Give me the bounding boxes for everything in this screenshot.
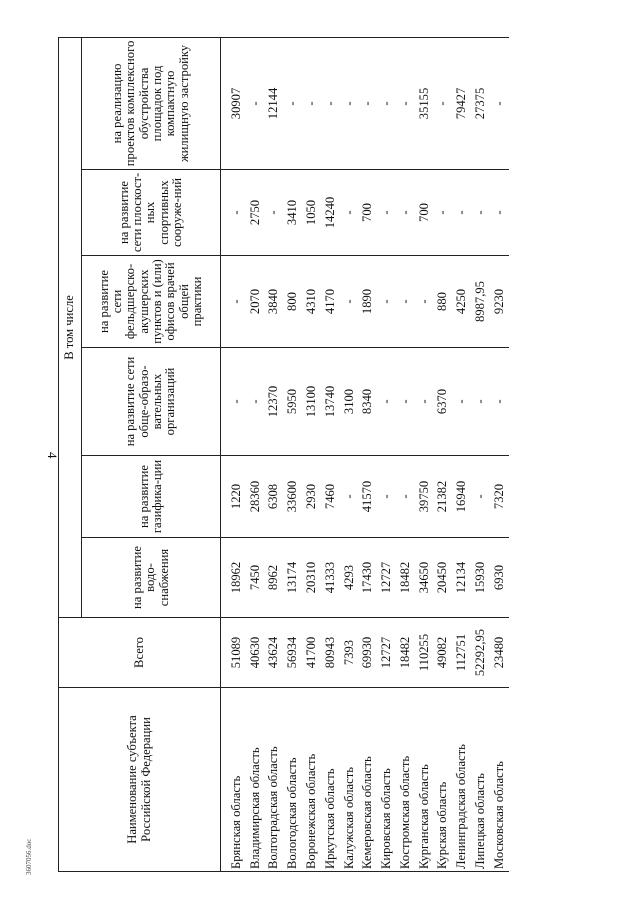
region-name-cell: Курская область xyxy=(434,688,453,872)
value-cell: - xyxy=(283,37,302,169)
value-cell: 6308 xyxy=(265,456,284,538)
value-cell: 8987,95 xyxy=(471,256,490,348)
rotated-table-container xyxy=(58,38,618,872)
value-cell: - xyxy=(221,348,246,456)
region-name-cell: Липецкая область xyxy=(471,688,490,872)
value-cell: 4293 xyxy=(340,538,359,618)
value-cell: - xyxy=(377,37,396,169)
value-cell: 2750 xyxy=(246,170,265,256)
subsidy-table xyxy=(58,37,509,872)
value-cell: 8340 xyxy=(359,348,378,456)
value-cell: 28360 xyxy=(246,456,265,538)
value-cell: - xyxy=(453,170,472,256)
value-cell: 880 xyxy=(434,256,453,348)
value-cell: 49082 xyxy=(434,618,453,688)
value-cell: - xyxy=(453,348,472,456)
value-cell: 18482 xyxy=(396,538,415,618)
value-cell: - xyxy=(396,348,415,456)
table-row xyxy=(221,37,246,871)
value-cell: 14240 xyxy=(321,170,340,256)
value-cell: 5950 xyxy=(283,348,302,456)
value-cell: 7393 xyxy=(340,618,359,688)
table-row xyxy=(453,37,472,871)
table-row xyxy=(302,37,321,871)
header-sports-facilities: на развитие сети плоскост-ных спортивных сооруже-ний xyxy=(82,170,221,256)
value-cell: 41700 xyxy=(302,618,321,688)
value-cell: 1890 xyxy=(359,256,378,348)
value-cell: - xyxy=(246,348,265,456)
value-cell: 7320 xyxy=(490,456,509,538)
value-cell: 6930 xyxy=(490,538,509,618)
region-name-cell: Вологодская область xyxy=(283,688,302,872)
value-cell: 69930 xyxy=(359,618,378,688)
value-cell: 13174 xyxy=(283,538,302,618)
value-cell: 39750 xyxy=(415,456,434,538)
value-cell: - xyxy=(434,37,453,169)
table-row xyxy=(283,37,302,871)
table-row xyxy=(490,37,509,871)
value-cell: - xyxy=(340,37,359,169)
table-row xyxy=(434,37,453,871)
region-name-cell: Московская область xyxy=(490,688,509,872)
value-cell: 21382 xyxy=(434,456,453,538)
region-name-cell: Ленинградская область xyxy=(453,688,472,872)
value-cell: 800 xyxy=(283,256,302,348)
value-cell: - xyxy=(340,170,359,256)
value-cell: 35155 xyxy=(415,37,434,169)
value-cell: - xyxy=(490,348,509,456)
value-cell: - xyxy=(490,170,509,256)
footer-doc-code: 3607056.doc xyxy=(25,838,33,875)
value-cell: 34650 xyxy=(415,538,434,618)
value-cell: 4310 xyxy=(302,256,321,348)
value-cell: 7450 xyxy=(246,538,265,618)
value-cell: 52292,95 xyxy=(471,618,490,688)
table-row xyxy=(359,37,378,871)
value-cell: 2930 xyxy=(302,456,321,538)
value-cell: 41333 xyxy=(321,538,340,618)
region-name-cell: Брянская область xyxy=(221,688,246,872)
value-cell: 40630 xyxy=(246,618,265,688)
header-housing-projects: на реализацию проектов комплексного обустройства площадок под компактную жилищную застройку xyxy=(82,37,221,169)
value-cell: 16940 xyxy=(453,456,472,538)
table-row xyxy=(321,37,340,871)
value-cell: 20450 xyxy=(434,538,453,618)
region-name-cell: Кемеровская область xyxy=(359,688,378,872)
value-cell: - xyxy=(396,37,415,169)
value-cell: 23480 xyxy=(490,618,509,688)
value-cell: - xyxy=(396,456,415,538)
value-cell: 17430 xyxy=(359,538,378,618)
value-cell: 1220 xyxy=(221,456,246,538)
value-cell: - xyxy=(396,170,415,256)
value-cell: 18962 xyxy=(221,538,246,618)
value-cell: 700 xyxy=(359,170,378,256)
value-cell: 2070 xyxy=(246,256,265,348)
value-cell: 79427 xyxy=(453,37,472,169)
value-cell: 1050 xyxy=(302,170,321,256)
value-cell: 51089 xyxy=(221,618,246,688)
value-cell: 12727 xyxy=(377,618,396,688)
value-cell: 110255 xyxy=(415,618,434,688)
table-row xyxy=(377,37,396,871)
table-row xyxy=(415,37,434,871)
value-cell: - xyxy=(377,456,396,538)
value-cell: - xyxy=(377,348,396,456)
value-cell: - xyxy=(321,37,340,169)
value-cell: 27375 xyxy=(471,37,490,169)
value-cell: 3410 xyxy=(283,170,302,256)
value-cell: - xyxy=(471,170,490,256)
value-cell: 12370 xyxy=(265,348,284,456)
table-row xyxy=(396,37,415,871)
region-name-cell: Кировская область xyxy=(377,688,396,872)
value-cell: - xyxy=(490,37,509,169)
value-cell: 9230 xyxy=(490,256,509,348)
header-region-name: Наименование субъекта Российской Федерации xyxy=(59,688,221,872)
table-row xyxy=(265,37,284,871)
value-cell: - xyxy=(359,37,378,169)
value-cell: 56934 xyxy=(283,618,302,688)
value-cell: - xyxy=(434,170,453,256)
header-water-supply: на развитие водо-снабжения xyxy=(82,538,221,618)
region-name-cell: Костромская область xyxy=(396,688,415,872)
value-cell: 3100 xyxy=(340,348,359,456)
value-cell: 7460 xyxy=(321,456,340,538)
value-cell: 30907 xyxy=(221,37,246,169)
header-total: Всего xyxy=(59,618,221,688)
value-cell: 43624 xyxy=(265,618,284,688)
value-cell: - xyxy=(377,170,396,256)
value-cell: - xyxy=(221,170,246,256)
page-number: 4 xyxy=(45,452,60,459)
value-cell: - xyxy=(396,256,415,348)
table-row xyxy=(340,37,359,871)
table-row xyxy=(471,37,490,871)
region-name-cell: Калужская область xyxy=(340,688,359,872)
value-cell: 20310 xyxy=(302,538,321,618)
value-cell: - xyxy=(246,37,265,169)
value-cell: - xyxy=(415,348,434,456)
header-including: В том числе xyxy=(59,37,82,617)
value-cell: 80943 xyxy=(321,618,340,688)
value-cell: 8962 xyxy=(265,538,284,618)
value-cell: - xyxy=(340,256,359,348)
table-row xyxy=(246,37,265,871)
value-cell: - xyxy=(340,456,359,538)
region-name-cell: Курганская область xyxy=(415,688,434,872)
value-cell: - xyxy=(302,37,321,169)
value-cell: - xyxy=(471,348,490,456)
value-cell: 4250 xyxy=(453,256,472,348)
value-cell: - xyxy=(265,170,284,256)
value-cell: 700 xyxy=(415,170,434,256)
value-cell: 3840 xyxy=(265,256,284,348)
value-cell: 12727 xyxy=(377,538,396,618)
value-cell: - xyxy=(221,256,246,348)
region-name-cell: Иркутская область xyxy=(321,688,340,872)
value-cell: 12134 xyxy=(453,538,472,618)
value-cell: 4170 xyxy=(321,256,340,348)
value-cell: 33600 xyxy=(283,456,302,538)
value-cell: - xyxy=(415,256,434,348)
value-cell: 15930 xyxy=(471,538,490,618)
table-body xyxy=(221,37,509,871)
region-name-cell: Волгоградская область xyxy=(265,688,284,872)
value-cell: 13740 xyxy=(321,348,340,456)
value-cell: 41570 xyxy=(359,456,378,538)
value-cell: 13100 xyxy=(302,348,321,456)
value-cell: 18482 xyxy=(396,618,415,688)
region-name-cell: Владимирская область xyxy=(246,688,265,872)
value-cell: - xyxy=(471,456,490,538)
header-medical-points: на развитие сети фельдшерско-акушерских пунктов и (или) офисов врачей общей практики xyxy=(82,256,221,348)
value-cell: 6370 xyxy=(434,348,453,456)
header-schools: на развитие сети обще-образо-вательных организаций xyxy=(82,348,221,456)
header-gasification: на развитие газифика-ции xyxy=(82,456,221,538)
region-name-cell: Воронежская область xyxy=(302,688,321,872)
value-cell: 112751 xyxy=(453,618,472,688)
value-cell: 12144 xyxy=(265,37,284,169)
value-cell: - xyxy=(377,256,396,348)
